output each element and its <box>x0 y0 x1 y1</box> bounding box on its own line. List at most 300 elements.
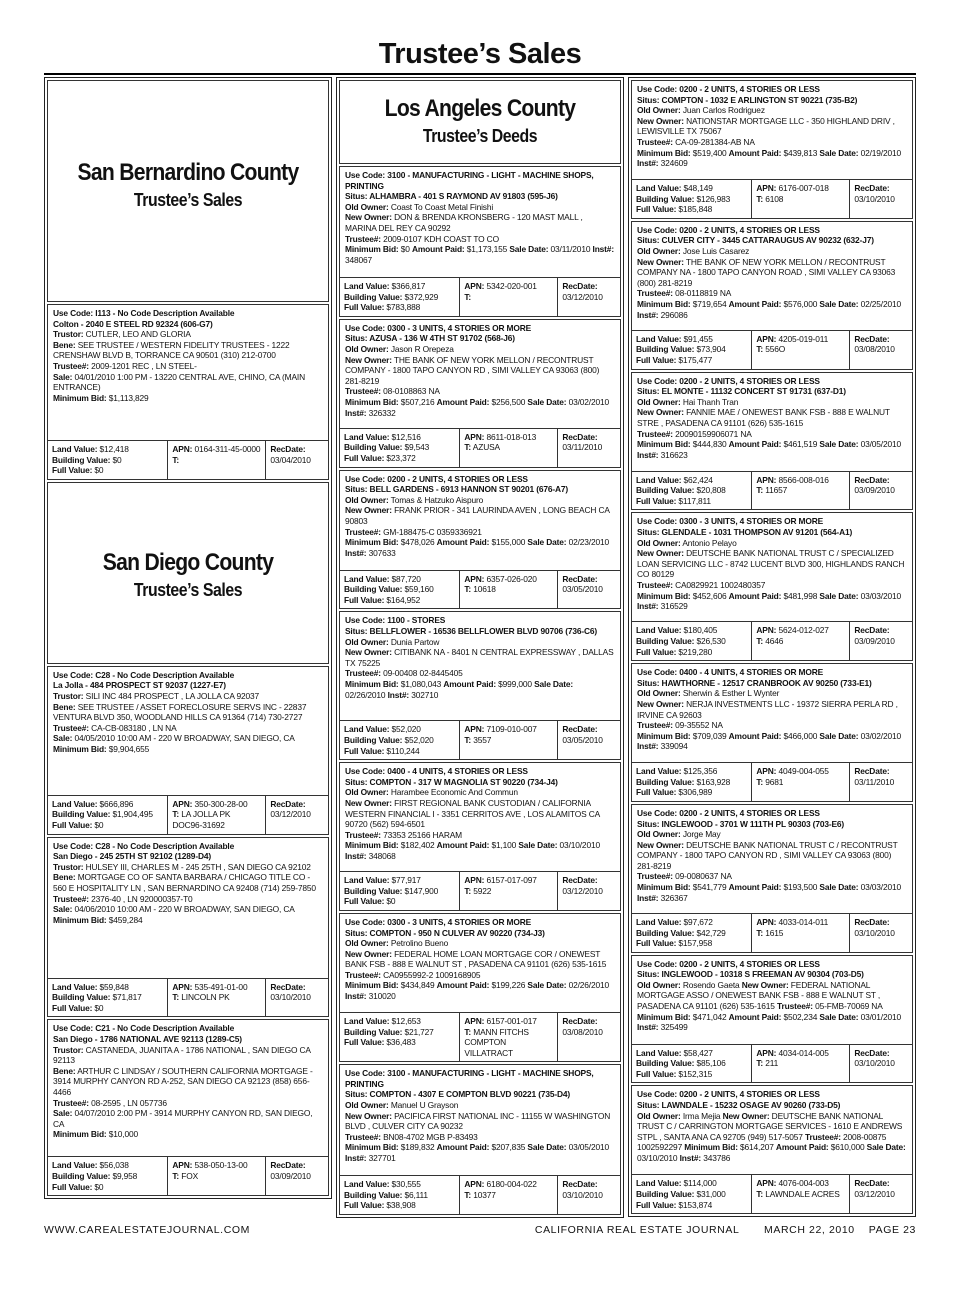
field-value: $155,000 <box>489 537 528 548</box>
field-label: Bene: <box>53 701 76 712</box>
field-value: $614,207 <box>737 1142 776 1153</box>
value-row <box>636 1058 747 1069</box>
recdate-value: 03/11/2010 <box>854 776 895 787</box>
apn-label: APN: <box>464 1015 485 1026</box>
recdate-label-row <box>270 1160 324 1171</box>
value-label: Land Value: <box>52 1160 98 1171</box>
field-label: Minimum Bid: <box>637 590 691 601</box>
field-label: Minimum Bid: <box>637 298 691 309</box>
field-label: Situs: COMPTON - 950 N CULVER AV 90220 (734-J3) <box>345 927 545 938</box>
field-label: Old Owner: <box>345 636 389 647</box>
record-line <box>53 894 323 905</box>
record-details <box>340 320 620 428</box>
value-label: Full Value: <box>344 896 385 907</box>
field-value: 302710 <box>409 689 439 700</box>
value-label: Building Value: <box>636 1189 695 1200</box>
value-row <box>52 1182 163 1193</box>
field-value: BN08-4702 MGB P-83493 <box>380 1131 478 1142</box>
value-label: Building Value: <box>636 776 695 787</box>
record-values <box>340 1175 620 1214</box>
recdate-cell <box>850 331 912 369</box>
land-value: $12,516 <box>391 431 421 442</box>
record-details <box>632 1086 912 1174</box>
full-value: $110,244 <box>386 745 420 756</box>
field-value: Jason R Orepeza <box>388 343 454 354</box>
record-details <box>340 612 620 720</box>
tract-value: FOX <box>181 1170 199 1181</box>
field-value: Coast To Coast Metal Finishi <box>388 201 494 212</box>
field-value: 03/03/2010 <box>858 882 901 893</box>
field-label: Use Code: 0200 - 2 UNITS, 4 STORIES OR LESS <box>345 473 528 484</box>
values-cell <box>340 1013 460 1061</box>
field-label: Situs: HAWTHORNE - 12517 CRANBROOK AV 90250 (733-E1) <box>637 677 872 688</box>
recdate-cell <box>266 979 328 1017</box>
full-value: $306,989 <box>678 787 713 798</box>
sale-record <box>631 80 913 219</box>
apn-cell <box>168 979 266 1017</box>
field-value: 307633 <box>366 547 396 558</box>
tract-label: T: <box>756 485 764 496</box>
recdate-value: 03/09/2010 <box>854 485 895 496</box>
record-line <box>53 851 323 862</box>
values-cell <box>340 872 460 910</box>
field-value: $444,830 <box>690 439 729 450</box>
apn-row <box>756 1178 845 1189</box>
sale-record <box>631 804 913 953</box>
field-value: 03/11/2010 <box>548 244 593 255</box>
land-value: $30,555 <box>391 1179 421 1190</box>
apn-value: 8611-018-013 <box>486 431 537 442</box>
field-label: Use Code: 0200 - 2 UNITS, 4 STORIES OR LESS <box>637 84 820 94</box>
field-label: Use Code: 3100 - MANUFACTURING - LIGHT - MACHINE SHOPS, PRINTING <box>345 170 594 191</box>
building-value: $147,900 <box>404 885 439 896</box>
field-label: Old Owner: <box>345 1100 389 1111</box>
field-label: Minimum Bid: <box>53 914 107 925</box>
record-line <box>345 212 615 233</box>
record-values <box>48 795 328 834</box>
record-line <box>345 397 615 418</box>
recdate-value: 03/12/2010 <box>562 885 603 896</box>
field-label: Trustee#: <box>345 386 381 397</box>
field-label: Trustee#: <box>345 829 381 840</box>
field-value: SILI INC 484 PROSPECT , LA JOLLA CA 92037 <box>83 690 260 701</box>
record-line <box>637 591 907 612</box>
record-values <box>632 179 912 218</box>
recdate-value: 03/05/2010 <box>562 734 603 745</box>
apn-value: 4034-014-005 <box>778 1047 829 1058</box>
full-value: $36,483 <box>386 1037 416 1048</box>
recdate-cell <box>558 1176 620 1214</box>
full-value: $175,477 <box>678 354 713 365</box>
record-values <box>340 570 620 609</box>
apn-row <box>172 444 261 455</box>
record-line <box>345 787 615 798</box>
field-label: Sale Date: <box>819 590 859 601</box>
field-label: Sale Date: <box>527 537 567 548</box>
field-label: Trustee#: <box>345 668 381 679</box>
full-value: $152,315 <box>678 1068 713 1079</box>
record-line <box>53 723 323 734</box>
field-label: Sale: <box>53 1108 73 1119</box>
field-label: Amount Paid: <box>436 840 490 851</box>
record-details <box>632 222 912 330</box>
record-line <box>637 116 907 137</box>
record-line <box>53 1098 323 1109</box>
field-label: Use Code: 0300 - 3 UNITS, 4 STORIES OR MORE <box>637 516 824 527</box>
field-value: $610,000 <box>828 1142 867 1153</box>
apn-cell <box>460 1013 558 1061</box>
tract-label: T: <box>464 885 472 896</box>
field-label: New Owner: <box>345 797 392 808</box>
field-value: 326332 <box>366 407 396 418</box>
field-value: 325499 <box>658 1022 688 1033</box>
land-value: $366,817 <box>391 281 426 291</box>
apn-cell <box>752 622 850 660</box>
recdate-value: 03/10/2010 <box>854 927 895 938</box>
field-label: Minimum Bid: <box>684 1142 738 1153</box>
record-line <box>345 980 615 1001</box>
tract-row <box>464 735 553 746</box>
record-line <box>53 1129 323 1140</box>
field-label: Colton - 2040 E STEEL RD 92324 (606-G7) <box>53 318 213 329</box>
field-value: 327701 <box>366 1153 396 1164</box>
field-value: Jorge May <box>680 829 721 840</box>
apn-row <box>464 574 553 585</box>
field-value: $1,080,043 <box>398 678 444 689</box>
field-label: Situs: LAWNDALE - 15232 OSAGE AV 90260 (733-D5) <box>637 1100 841 1111</box>
tract-value: LAWNDALE ACRES <box>765 1189 840 1200</box>
land-value: $77,917 <box>391 875 421 886</box>
field-value: 04/06/2010 10:00 AM - 220 W BROADWAY, SAN DIEGO, CA <box>72 904 295 915</box>
recdate-label-row <box>854 625 908 636</box>
recdate-value: 03/10/2010 <box>562 1189 603 1200</box>
field-value: NERJA INVESTMENTS LLC - 19372 SIERRA PERLA RD , IRVINE CA 92603 <box>637 698 898 720</box>
values-cell <box>340 1176 460 1214</box>
record-line <box>637 137 907 148</box>
land-value: $59,848 <box>99 981 129 992</box>
tract-value: 6108 <box>765 193 784 204</box>
record-line <box>345 647 615 668</box>
value-row <box>636 475 747 486</box>
recdate-label: RecDate: <box>270 444 306 454</box>
recdate-label: RecDate: <box>854 183 890 193</box>
tract-value: 9681 <box>765 776 784 787</box>
record-line <box>637 376 907 387</box>
value-row <box>636 334 747 345</box>
field-label: New Owner: <box>637 407 684 418</box>
record-details <box>48 1020 328 1156</box>
apn-label: APN: <box>464 431 485 442</box>
field-label: Minimum Bid: <box>637 1011 691 1022</box>
recdate-label-row <box>270 982 324 993</box>
land-value: $58,427 <box>683 1047 713 1058</box>
record-line <box>53 841 323 852</box>
value-label: Land Value: <box>636 183 682 193</box>
apn-label: APN: <box>756 625 777 636</box>
recdate-cell <box>266 796 328 834</box>
record-line <box>345 244 615 265</box>
record-line <box>637 829 907 840</box>
value-row <box>344 1200 455 1211</box>
recdate-label: RecDate: <box>854 625 890 636</box>
recdate-cell <box>850 763 912 801</box>
field-label: Inst#: <box>592 244 614 255</box>
value-label: Full Value: <box>52 1002 93 1013</box>
land-value: $87,720 <box>391 573 421 584</box>
field-label: Inst#: <box>637 741 659 752</box>
recdate-label-row <box>562 574 616 585</box>
apn-row <box>756 1048 845 1059</box>
record-line <box>345 777 615 788</box>
field-label: Bene: <box>53 872 76 883</box>
apn-label: APN: <box>172 798 193 809</box>
footer-page: PAGE 23 <box>868 1224 916 1236</box>
value-row <box>52 465 163 476</box>
field-label: Sale Date: <box>819 439 859 450</box>
record-line <box>345 970 615 981</box>
record-line <box>637 688 907 699</box>
apn-label: APN: <box>756 474 777 485</box>
value-label: Land Value: <box>344 431 390 442</box>
field-label: Inst#: <box>387 689 410 700</box>
field-label: Sale Date: <box>819 1011 859 1022</box>
tract-row <box>464 1190 553 1201</box>
recdate-label-row <box>854 334 908 345</box>
title-rule <box>44 73 916 75</box>
field-label: Situs: AZUSA - 136 W 4TH ST 91702 (568-J6) <box>345 333 515 344</box>
value-label: Building Value: <box>344 584 403 595</box>
record-line <box>637 1012 907 1033</box>
column-2 <box>336 77 624 1218</box>
field-value: Tomas & Hatzuko Aispuro <box>388 494 484 505</box>
field-value: FRANK PRIOR - 341 LAURINDA AVEN , LONG BEACH CA 90803 <box>345 505 610 526</box>
footer-website[interactable]: WWW.CAREALESTATEJOURNAL.COM <box>44 1224 250 1236</box>
field-label: New Owner: <box>345 212 392 223</box>
apn-row <box>172 1160 261 1171</box>
record-line <box>53 372 323 393</box>
field-value: CA-09-281384-AB NA <box>672 136 755 147</box>
building-value: $26,530 <box>696 635 726 646</box>
recdate-label-row <box>562 1016 616 1027</box>
value-row <box>52 799 163 810</box>
field-value: $0 <box>398 244 412 255</box>
record-line <box>345 344 615 355</box>
recdate-label-row <box>270 444 324 455</box>
value-label: Land Value: <box>636 766 682 777</box>
field-label: Minimum Bid: <box>637 882 691 893</box>
recdate-label-row <box>562 1179 616 1190</box>
field-label: Old Owner: <box>637 396 681 407</box>
record-line <box>53 1023 323 1034</box>
field-label: Minimum Bid: <box>345 396 399 407</box>
record-line <box>345 386 615 397</box>
value-row <box>344 1037 455 1048</box>
full-value: $219,280 <box>678 646 713 657</box>
record-line <box>345 202 615 213</box>
field-label: New Owner: <box>345 647 392 658</box>
value-label: Land Value: <box>636 625 682 636</box>
building-value: $9,543 <box>404 442 430 453</box>
field-value: 316623 <box>658 449 688 460</box>
value-row <box>52 1171 163 1182</box>
county-header <box>47 80 329 302</box>
field-label: Amount Paid: <box>775 1142 829 1153</box>
record-line <box>637 246 907 257</box>
field-value: 08-2595 , LN 057736 <box>88 1097 167 1108</box>
field-value: CA0955992-2 1009168905 <box>380 969 481 980</box>
value-label: Full Value: <box>636 204 677 215</box>
footer-publication-info <box>535 1224 916 1236</box>
value-row <box>344 302 455 313</box>
record-line <box>345 949 615 970</box>
field-label: Amount Paid: <box>728 298 782 309</box>
field-value: GM-188475-C 0359336921 <box>380 526 482 537</box>
value-row <box>344 453 455 464</box>
field-label: Sale Date: <box>527 396 567 407</box>
field-value: $189,832 <box>398 1142 437 1153</box>
recdate-label: RecDate: <box>562 573 598 584</box>
field-label: Situs: BELLFLOWER - 16536 BELLFLOWER BLVD 90706 (736-C6) <box>345 625 598 636</box>
record-line <box>53 1034 323 1045</box>
field-value: CA-CB-083180 , LN NA <box>88 722 177 733</box>
apn-label: APN: <box>464 875 485 886</box>
footer-publication: CALIFORNIA REAL ESTATE JOURNAL <box>534 1224 740 1236</box>
building-value: $20,808 <box>696 485 726 496</box>
field-label: Old Owner: <box>345 201 389 212</box>
value-label: Full Value: <box>636 1068 677 1079</box>
field-value: Manuel U Grayson <box>388 1100 459 1111</box>
building-value: $163,928 <box>696 776 731 787</box>
field-value: Hai Thanh Tran <box>680 396 739 407</box>
tract-value: 10618 <box>473 584 496 595</box>
values-cell <box>632 1175 752 1213</box>
apn-cell <box>752 1045 850 1083</box>
sale-record <box>339 470 621 610</box>
apn-label: APN: <box>172 444 193 454</box>
record-line <box>637 720 907 731</box>
recdate-cell <box>850 180 912 218</box>
recdate-value: 03/12/2010 <box>854 1189 895 1200</box>
apn-cell <box>460 429 558 467</box>
recdate-value-row <box>270 455 324 466</box>
sale-record <box>339 166 621 317</box>
value-row <box>52 1160 163 1171</box>
apn-label: APN: <box>756 1178 777 1189</box>
field-value: 20090159906071 NA <box>672 428 752 439</box>
value-row <box>636 1189 747 1200</box>
field-value: THE BANK OF NEW YORK MELLON / RECONTRUST COMPANY - 1800 TAPO CANYON RD , SIMI VALLEY CA 93063 (800) 281-8219 <box>345 354 600 386</box>
field-value: HULSEY III, CHARLES M - 245 25TH , SAN DIEGO CA 92102 <box>83 861 311 872</box>
field-label: Inst#: <box>637 601 659 612</box>
field-value: 343786 <box>701 1153 731 1164</box>
record-line <box>345 798 615 830</box>
recdate-value-row <box>854 485 908 496</box>
tract-label: T: <box>464 584 472 595</box>
record-values <box>632 471 912 510</box>
field-label: Trustee#: <box>637 720 673 731</box>
land-value: $114,000 <box>683 1178 717 1189</box>
field-label: Use Code: 0400 - 4 UNITS, 4 STORIES OR LESS <box>345 766 528 777</box>
recdate-label: RecDate: <box>854 916 890 927</box>
full-value: $783,888 <box>386 302 421 313</box>
recdate-cell <box>850 1175 912 1213</box>
record-line <box>53 1108 323 1129</box>
apn-label: APN: <box>172 981 193 992</box>
apn-row <box>756 183 845 194</box>
recdate-value: 03/08/2010 <box>854 344 895 355</box>
land-value: $48,149 <box>683 183 713 193</box>
record-line <box>53 904 323 915</box>
values-cell <box>632 472 752 510</box>
recdate-value: 03/09/2010 <box>270 1170 311 1181</box>
record-line <box>53 361 323 372</box>
recdate-cell <box>266 441 328 479</box>
field-label: Minimum Bid: <box>637 147 691 158</box>
value-row <box>636 204 747 215</box>
field-label: Trustor: <box>53 690 84 701</box>
value-row <box>636 344 747 355</box>
recdate-value-row <box>562 584 616 595</box>
record-line <box>637 148 907 169</box>
record-line <box>637 95 907 106</box>
value-row <box>344 886 455 897</box>
record-line <box>637 105 907 116</box>
full-value: $0 <box>94 465 104 476</box>
field-label: Minimum Bid: <box>637 730 691 741</box>
full-value: $153,874 <box>678 1199 713 1210</box>
recdate-value: 03/10/2010 <box>270 992 311 1003</box>
field-value: $1,173,155 <box>464 244 510 255</box>
field-label: Old Owner: <box>345 343 389 354</box>
value-row <box>636 917 747 928</box>
recdate-label: RecDate: <box>270 1160 306 1171</box>
value-row <box>636 777 747 788</box>
field-label: Use Code: 0300 - 3 UNITS, 4 STORIES OR MORE <box>345 916 532 927</box>
field-value: 2009-0107 KDH COAST TO CO <box>380 233 499 244</box>
field-value: DEUTSCHE BANK NATIONAL TRUST C / RECONTRUST COMPANY - 1800 TAPO CANYON RD , SIMI VALLEY CA 93063 (800) 281-8219 <box>637 839 898 871</box>
field-label: Use Code: 1100 - STORES <box>345 615 446 626</box>
tract-label: T: <box>172 454 180 465</box>
recdate-value-row <box>562 442 616 453</box>
field-label: San Diego - 1786 NATIONAL AVE 92113 (1289-C5) <box>53 1033 242 1044</box>
field-value: CASTANEDA, JUANITA A - 1786 NATIONAL , SAN DIEGO CA 92113 <box>53 1044 311 1066</box>
value-row <box>636 636 747 647</box>
field-value: 348067 <box>345 254 373 265</box>
value-row <box>636 183 747 194</box>
values-cell <box>48 796 168 834</box>
record-details <box>632 373 912 471</box>
recdate-cell <box>558 872 620 910</box>
tract-row <box>172 992 261 1003</box>
tract-value: 4646 <box>765 635 784 646</box>
field-label: Minimum Bid: <box>53 1129 107 1140</box>
field-label: Inst#: <box>637 158 659 169</box>
apn-value: 6157-001-017 <box>486 1015 537 1026</box>
field-label: Old Owner: <box>637 537 681 548</box>
apn-row <box>464 432 553 443</box>
tract-row <box>756 344 845 355</box>
value-row <box>344 875 455 886</box>
field-value: $459,284 <box>106 914 143 925</box>
recdate-value: 03/12/2010 <box>562 291 603 302</box>
apn-value: 6176-007-018 <box>778 183 829 193</box>
field-value: $999,000 <box>495 678 535 689</box>
field-value: ARTHUR C LINDSAY / SOUTHERN CALIFORNIA MORTGAGE - 3914 MURPHY CANYON RD A-252, SAN DIEGO CA 92123 (858) 656-4466 <box>53 1065 313 1097</box>
field-label: Amount Paid: <box>728 147 782 158</box>
land-value: $666,896 <box>99 798 134 809</box>
recdate-label: RecDate: <box>562 724 598 735</box>
recdate-value-row <box>270 1171 324 1182</box>
